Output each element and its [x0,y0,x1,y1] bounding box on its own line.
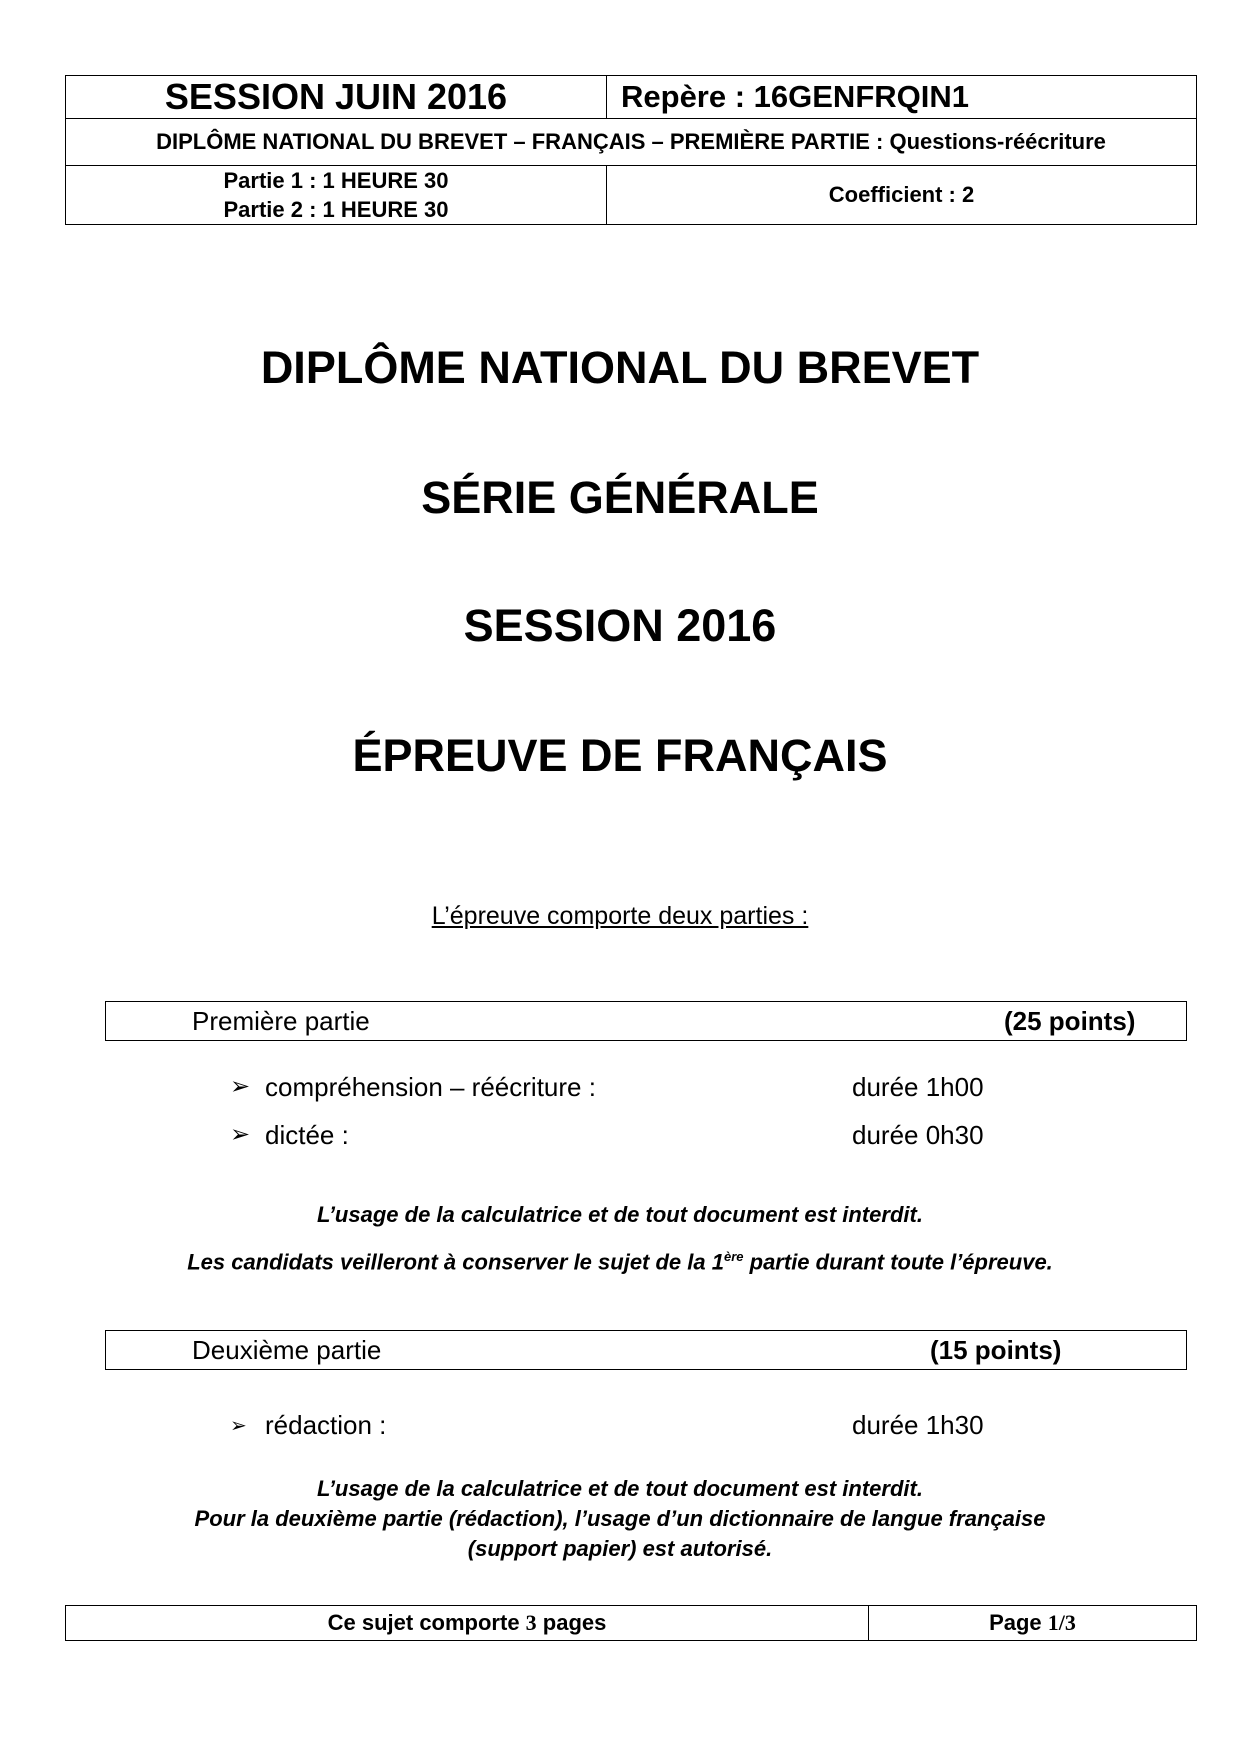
part2-label: Deuxième partie [192,1335,382,1365]
part1-item-2-duration: durée 0h30 [852,1120,984,1150]
arrow-bullet-icon: ➢ [230,1121,251,1148]
part1-label: Première partie [192,1006,370,1036]
part2-item-1-duration: durée 1h30 [852,1410,984,1440]
part1-box [105,1001,1187,1041]
session-cell: SESSION JUIN 2016 [66,76,607,119]
part1-note-line2: Les candidats veilleront à conserver le sujet de la 1ère partie durant toute l’épreuve. [187,1249,1053,1275]
part1-points: (25 points) [1004,1006,1136,1036]
part2-points: (15 points) [930,1335,1062,1365]
footer-table [65,1605,1197,1641]
part1-item-1-label: compréhension – réécriture : [265,1072,596,1102]
arrow-bullet-icon: ➢ [230,1415,247,1437]
part1-note-line1: L’usage de la calculatrice et de tout document est interdit. [317,1202,923,1227]
part2-note-line1: L’usage de la calculatrice et de tout document est interdit. [317,1476,923,1501]
header-table [65,75,1197,225]
part2-note-line3: (support papier) est autorisé. [467,1536,773,1561]
durations-cell [66,166,607,225]
title-serie: SÉRIE GÉNÉRALE [421,472,819,523]
part2-item-1-label: rédaction : [265,1410,387,1440]
part2-note-line2: Pour la deuxième partie (rédaction), l’usage d’un dictionnaire de langue française [194,1506,1046,1531]
part1-item-2-label: dictée : [265,1120,349,1150]
pages-count-cell: Ce sujet comporte 3 pages [66,1606,869,1641]
part2-box [105,1330,1187,1370]
arrow-bullet-icon: ➢ [230,1073,251,1100]
title-epreuve: ÉPREUVE DE FRANÇAIS [352,730,888,781]
exam-line-cell: DIPLÔME NATIONAL DU BREVET – FRANÇAIS – PREMIÈRE PARTIE : Questions-réécriture [66,119,1197,166]
repere-cell: Repère : 16GENFRQIN1 [607,76,1197,119]
coefficient-cell: Coefficient : 2 [607,166,1197,225]
partie1-duration: Partie 1 : 1 HEURE 30 [223,168,449,193]
part1-item-1-duration: durée 1h00 [852,1072,984,1102]
partie2-duration: Partie 2 : 1 HEURE 30 [223,197,449,222]
page-number-cell: Page 1/3 [869,1606,1197,1641]
title-diplome: DIPLÔME NATIONAL DU BREVET [260,342,980,393]
part2-note [0,1474,1240,1564]
part1-note [0,1200,1240,1277]
intro-text: L’épreuve comporte deux parties : [431,902,809,930]
title-session: SESSION 2016 [463,600,777,651]
